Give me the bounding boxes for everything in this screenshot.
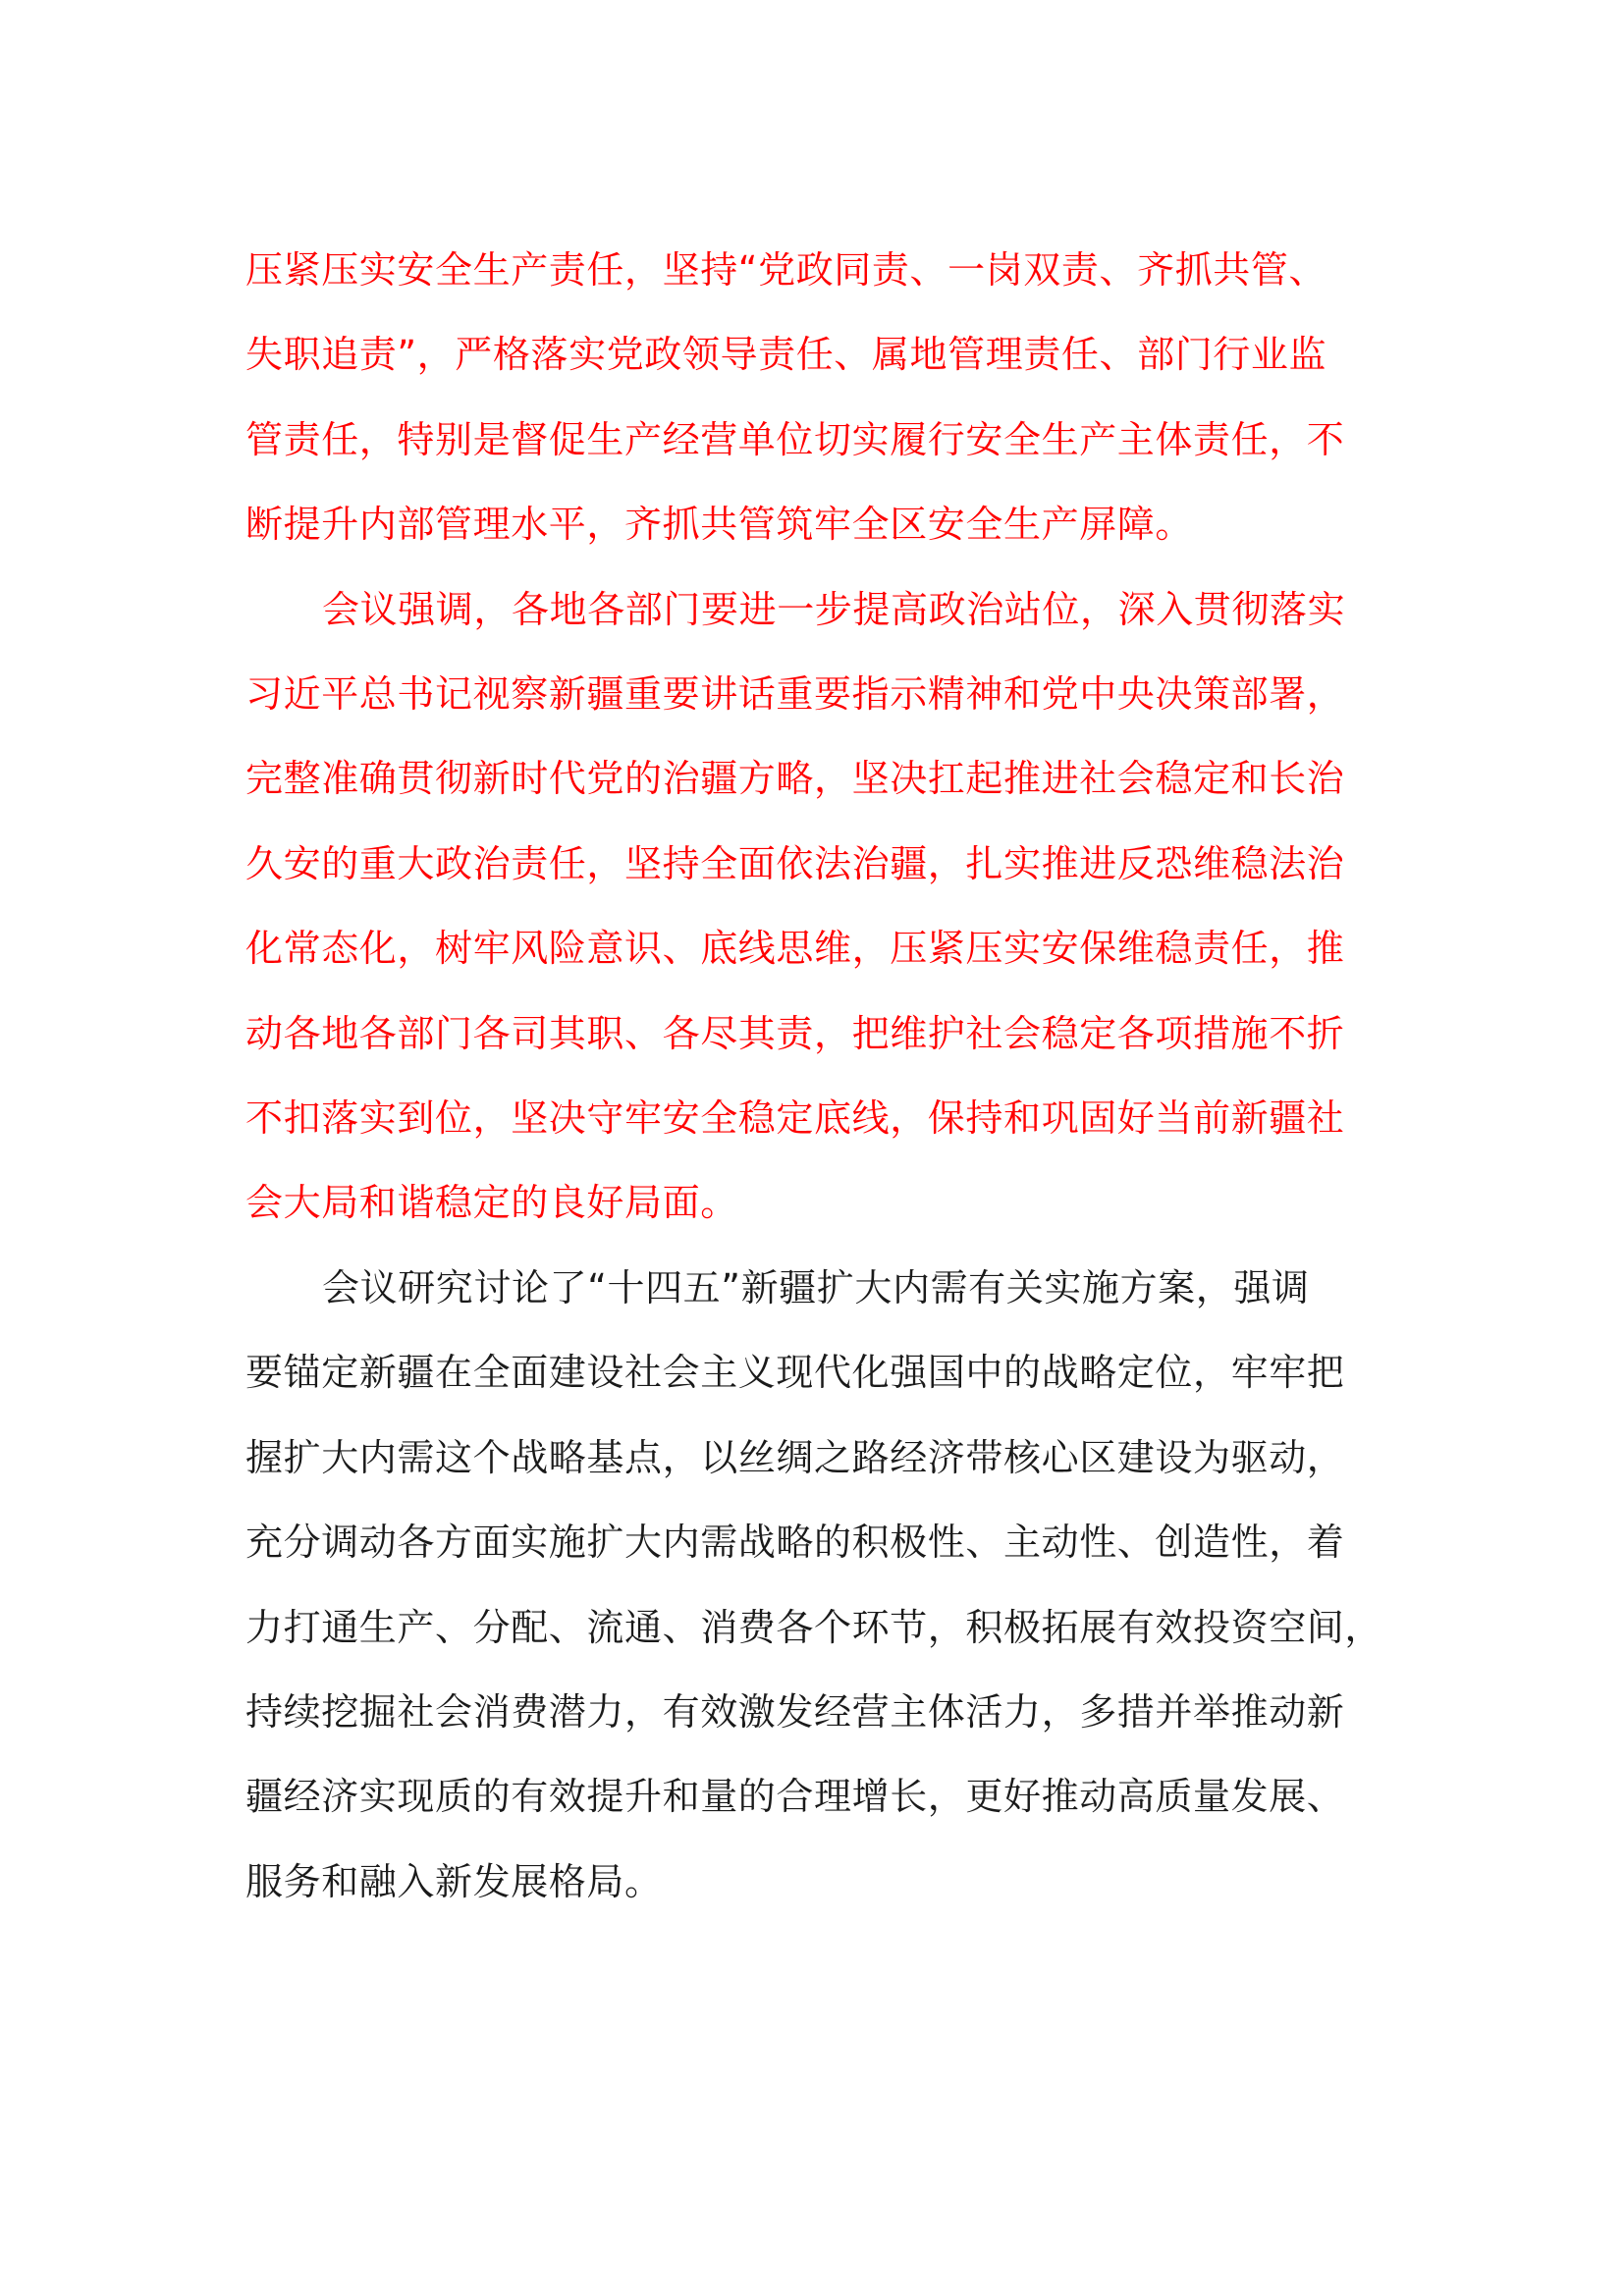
text-line: 不扣落实到位，坚决守牢安全稳定底线，保持和巩固好当前新疆社 bbox=[245, 1096, 1345, 1141]
paragraph-domestic-demand bbox=[245, 1246, 1394, 1924]
text-line: 断提升内部管理水平，齐抓共管筑牢全区安全生产屏障。 bbox=[245, 503, 1194, 547]
text-line: 久安的重大政治责任，坚持全面依法治疆，扎实推进反恐维稳法治 bbox=[245, 841, 1345, 885]
document-body bbox=[245, 228, 1394, 1924]
text-line: 会议强调，各地各部门要进一步提高政治站位，深入贯彻落实 bbox=[322, 587, 1346, 631]
text-line: 压紧压实安全生产责任，坚持“党政同责、一岗双责、齐抓共管、 bbox=[245, 248, 1327, 292]
text-line: 管责任，特别是督促生产经营单位切实履行安全生产主体责任，不 bbox=[245, 417, 1345, 461]
text-line: 动各地各部门各司其职、各尽其责，把维护社会稳定各项措施不折 bbox=[245, 1011, 1345, 1055]
text-line: 化常态化，树牢风险意识、底线思维，压紧压实安保维稳责任，推 bbox=[245, 927, 1345, 971]
text-line: 习近平总书记视察新疆重要讲话重要指示精神和党中央决策部署， bbox=[245, 672, 1345, 717]
text-line: 失职追责”，严格落实党政领导责任、属地管理责任、部门行业监 bbox=[245, 333, 1327, 377]
text-line: 力打通生产、分配、流通、消费各个环节，积极拓展有效投资空间， bbox=[245, 1605, 1383, 1649]
paragraph-safety-responsibility bbox=[245, 228, 1394, 567]
text-line: 持续挖掘社会消费潜力，有效激发经营主体活力，多措并举推动新 bbox=[245, 1689, 1345, 1734]
paragraph-meeting-emphasis bbox=[245, 567, 1394, 1246]
text-line: 握扩大内需这个战略基点，以丝绸之路经济带核心区建设为驱动， bbox=[245, 1435, 1345, 1479]
text-line: 服务和融入新发展格局。 bbox=[245, 1859, 663, 1903]
text-line: 会大局和谐稳定的良好局面。 bbox=[245, 1181, 738, 1225]
text-line: 会议研究讨论了“十四五”新疆扩大内需有关实施方案，强调 bbox=[322, 1265, 1310, 1309]
text-line: 完整准确贯彻新时代党的治疆方略，坚决扛起推进社会稳定和长治 bbox=[245, 757, 1345, 801]
text-line: 疆经济实现质的有效提升和量的合理增长，更好推动高质量发展、 bbox=[245, 1775, 1345, 1819]
text-line: 要锚定新疆在全面建设社会主义现代化强国中的战略定位，牢牢把 bbox=[245, 1351, 1345, 1395]
text-line: 充分调动各方面实施扩大内需战略的积极性、主动性、创造性，着 bbox=[245, 1521, 1345, 1565]
